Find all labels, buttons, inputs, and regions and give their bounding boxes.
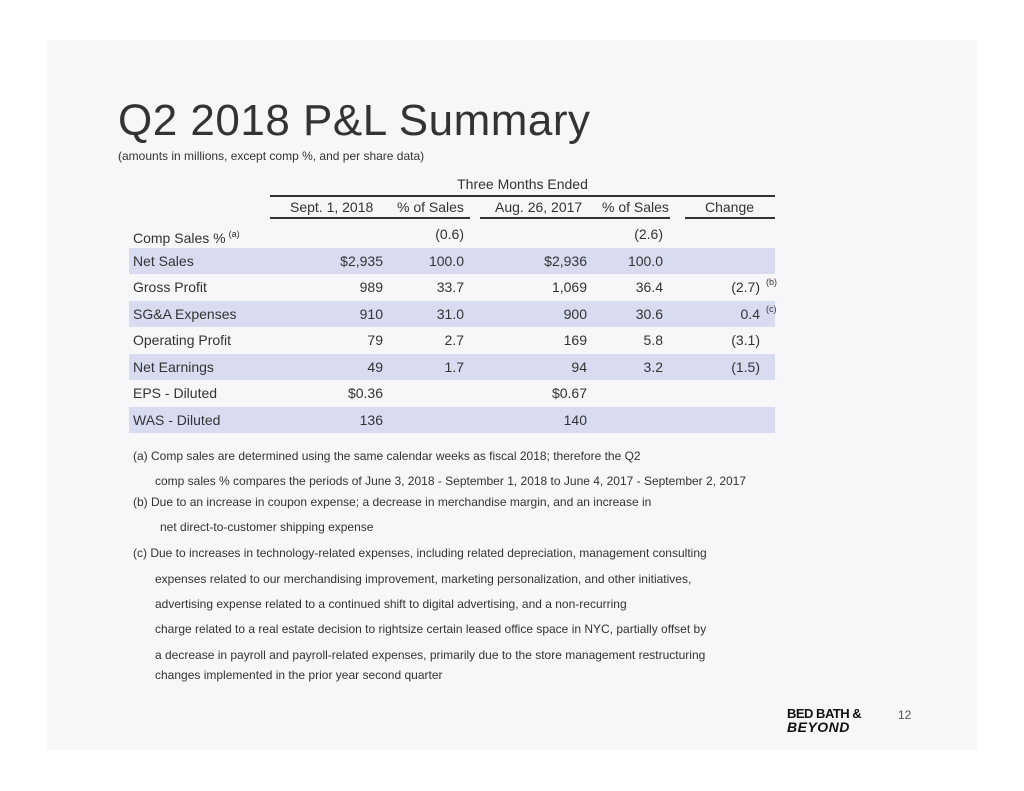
cell-c4: 36.4 (635, 279, 663, 295)
footnote-line: (b) Due to an increase in coupon expense; a decrease in merchandise margin, and an increase in (133, 495, 652, 509)
row-label: Gross Profit (133, 279, 207, 295)
cell-c5: 0.4 (c) (741, 306, 760, 322)
cell-c3: $2,936 (544, 252, 587, 269)
cell-c3: 94 (571, 358, 587, 375)
footnote-line: comp sales % compares the periods of June 3, 2018 - September 1, 2018 to June 4, 2017 - September 2, 2017 (155, 474, 747, 488)
cell-c2: 1.7 (444, 358, 464, 375)
cell-c1: 136 (359, 411, 383, 428)
footnote-ref: (a) (228, 229, 240, 239)
cell-c2: 100.0 (428, 252, 464, 269)
row-label: WAS - Diluted (133, 411, 221, 428)
footnote-line: charge related to a real estate decision to rightsize certain leased office space in NYC, partially offset by (155, 622, 707, 636)
cell-c5: (3.1) (731, 332, 760, 348)
footnote-line: changes implemented in the prior year second quarter (155, 668, 443, 682)
cell-c3: 169 (563, 332, 587, 348)
row-label: Comp Sales % $^{(a)}$ (133, 229, 240, 246)
table-row (129, 274, 775, 300)
cell-c1: 989 (359, 279, 383, 295)
cell-c4: 100.0 (627, 252, 663, 269)
footnote-ref: (b) (766, 277, 777, 287)
cell-c1: $2,935 (340, 252, 383, 269)
footnote-line: net direct-to-customer shipping expense (160, 520, 374, 534)
cell-c3: $0.67 (551, 385, 587, 401)
cell-c1: 79 (367, 332, 383, 348)
column-header-pct-sales-2017: % of Sales (602, 199, 669, 215)
column-header-underline-2017 (480, 217, 670, 219)
cell-c2: 33.7 (436, 279, 464, 295)
cell-c5: (1.5) (731, 358, 760, 375)
row-label: Net Sales (133, 252, 194, 269)
row-label: EPS - Diluted (133, 385, 218, 401)
table-row (129, 248, 775, 274)
column-header-change: Change (705, 199, 755, 215)
bed-bath-beyond-logo: BED BATH & BEYOND (787, 706, 862, 735)
column-header-sept-2018: Sept. 1, 2018 (290, 199, 374, 215)
cell-c4: 3.2 (643, 358, 663, 375)
cell-c4: (2.6) (634, 226, 663, 242)
table-row (129, 380, 775, 406)
column-header-aug-2017: Aug. 26, 2017 (495, 199, 583, 215)
cell-c5: (2.7) (b) (731, 279, 760, 295)
footnote-line: advertising expense related to a continued shift to digital advertising, and a non-recurring (155, 597, 627, 611)
cell-c1: 49 (367, 358, 383, 375)
table-row (129, 221, 775, 247)
footnote-ref: (c) (766, 303, 777, 314)
table-row (129, 354, 775, 380)
cell-c1: 910 (359, 305, 383, 322)
row-label: SG&A Expenses (133, 305, 237, 322)
page-subtitle: (amounts in millions, except comp %, and per share data) (118, 149, 425, 163)
cell-c2: 31.0 (436, 305, 464, 322)
footnote-line: (c) Due to increases in technology-related expenses, including related depreciation, management consulting (133, 546, 707, 560)
cell-c3: 1,069 (551, 279, 587, 295)
period-header-underline (270, 195, 775, 197)
table-row (129, 327, 775, 353)
page-title: Q2 2018 P&L Summary (118, 96, 591, 145)
period-header: Three Months Ended (457, 176, 588, 192)
column-header-pct-sales-2018: % of Sales (397, 199, 464, 215)
column-header-underline-2018 (270, 217, 470, 219)
footnote-line: (a) Comp sales are determined using the same calendar weeks as fiscal 2018; therefore the Q2 (133, 449, 641, 463)
cell-c1: $0.36 (347, 385, 383, 401)
cell-c3: 140 (563, 411, 587, 428)
table-row (129, 407, 775, 433)
cell-c2: 2.7 (444, 332, 464, 348)
footnote-line: a decrease in payroll and payroll-related expenses, primarily due to the store management restructuring (155, 648, 706, 662)
table-row (129, 301, 775, 327)
page-number: 12 (898, 708, 912, 722)
row-label: Net Earnings (133, 358, 214, 375)
row-label: Operating Profit (133, 332, 232, 348)
cell-c3: 900 (563, 305, 587, 322)
cell-c2: (0.6) (435, 226, 464, 242)
cell-c4: 5.8 (643, 332, 663, 348)
footnote-line: expenses related to our merchandising improvement, marketing personalization, and other initiatives, (155, 572, 692, 586)
column-header-underline-change (685, 217, 775, 219)
cell-c4: 30.6 (635, 305, 663, 322)
